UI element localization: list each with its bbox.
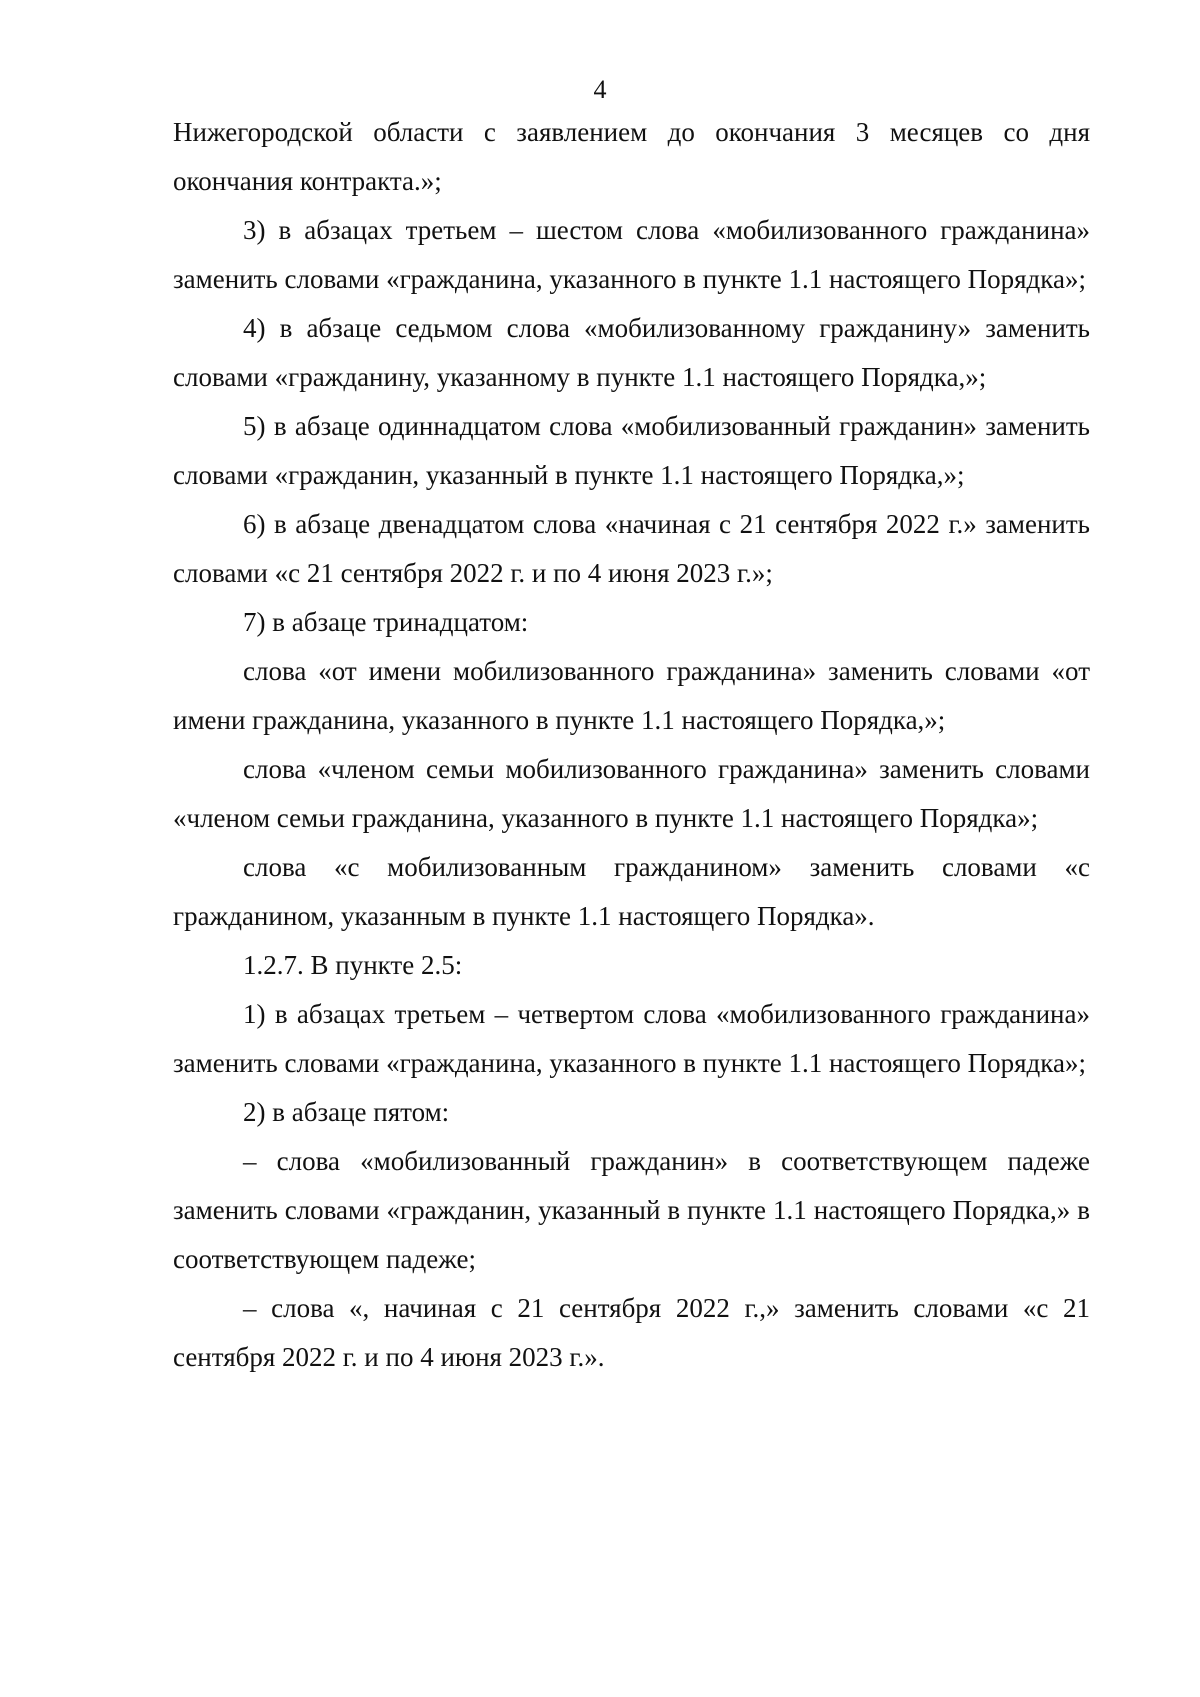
paragraph: 7) в абзаце тринадцатом: xyxy=(243,607,529,637)
document-body xyxy=(173,108,1090,1382)
paragraph: – слова «мобилизованный гражданин» в соответствующем падеже заменить словами «гражданин, указанный в пункте 1.1 настоящего Порядка,» в соответствующем падеже; xyxy=(173,1146,1090,1274)
paragraph: 1) в абзацах третьем – четвертом слова «мобилизованного гражданина» заменить словами «гражданина, указанного в пункте 1.1 настоящего Порядка»; xyxy=(173,999,1090,1078)
paragraph: – слова «, начиная с 21 сентября 2022 г.,» заменить словами «с 21 сентября 2022 г. и по 4 июня 2023 г.». xyxy=(173,1293,1090,1372)
paragraph: 5) в абзаце одиннадцатом слова «мобилизованный гражданин» заменить словами «гражданин, указанный в пункте 1.1 настоящего Порядка,»; xyxy=(173,411,1090,490)
page-number: 4 xyxy=(593,75,607,104)
paragraph: 6) в абзаце двенадцатом слова «начиная с 21 сентября 2022 г.» заменить словами «с 21 сентября 2022 г. и по 4 июня 2023 г.»; xyxy=(173,509,1090,588)
paragraph: слова «от имени мобилизованного гражданина» заменить словами «от имени гражданина, указанного в пункте 1.1 настоящего Порядка,»; xyxy=(173,656,1090,735)
paragraph: 4) в абзаце седьмом слова «мобилизованному гражданину» заменить словами «гражданину, указанному в пункте 1.1 настоящего Порядка,»; xyxy=(173,313,1090,392)
paragraph: 2) в абзаце пятом: xyxy=(243,1097,450,1127)
paragraph: 1.2.7. В пункте 2.5: xyxy=(243,950,463,980)
paragraph: Нижегородской области с заявлением до окончания 3 месяцев со дня окончания контракта.»; xyxy=(173,117,1090,196)
paragraph: слова «с мобилизованным гражданином» заменить словами «с гражданином, указанным в пункте 1.1 настоящего Порядка». xyxy=(173,852,1090,931)
paragraph: 3) в абзацах третьем – шестом слова «мобилизованного гражданина» заменить словами «гражданина, указанного в пункте 1.1 настоящего Порядка»; xyxy=(173,215,1090,294)
paragraph: слова «членом семьи мобилизованного гражданина» заменить словами «членом семьи гражданина, указанного в пункте 1.1 настоящего Порядка»; xyxy=(173,754,1090,833)
